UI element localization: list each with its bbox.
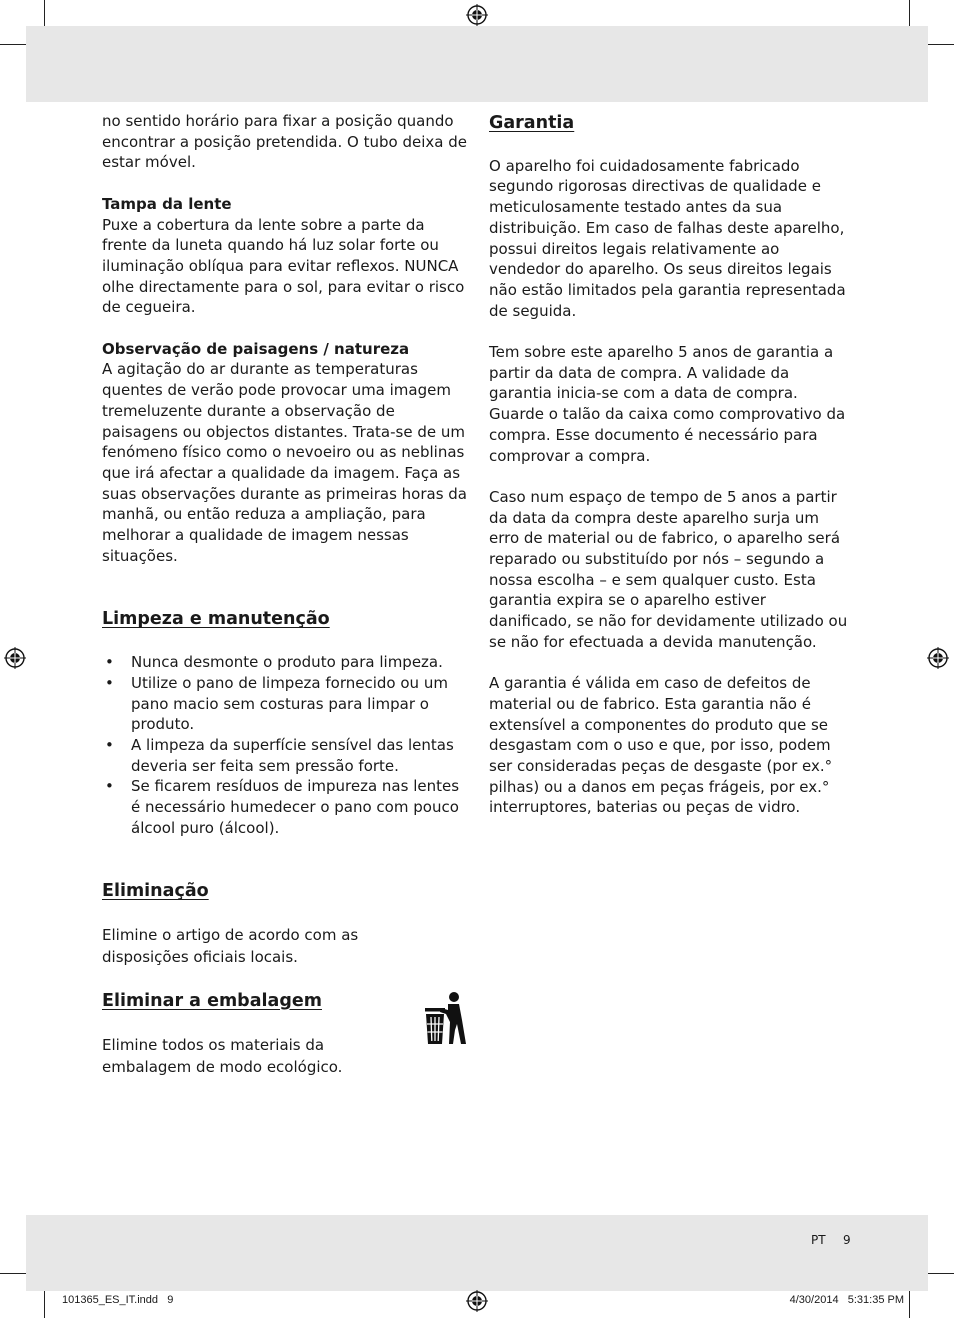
warranty-paragraph: A garantia é válida em caso de defeitos de material ou de fabrico. Esta garantia não é extensível a componentes do produto que se desgastam com o uso e que, por isso, podem ser consideradas peças de desgaste (por ex.° pilhas) ou a danos em peças frágeis, por ex.° interruptores, baterias ou peças de vidro.	[489, 674, 833, 817]
language-code: PT	[811, 1233, 826, 1247]
waste-bin-icon	[419, 990, 467, 1046]
list-item: • Se ficarem resíduos de impureza nas lentes é necessário humedecer o pano com pouco álcool puro (álcool).	[102, 776, 468, 838]
file-slug: 101365_ES_IT.indd 9	[62, 1294, 174, 1306]
warranty-paragraph: Caso num espaço de tempo de 5 anos a partir da data da compra deste aparelho surja um erro de material ou de fabrico, o aparelho será reparado ou substituído por nós – segundo a nossa escolha – e sem qualquer custo. Esta garantia expira se o aparelho estiver danificado, se não for devidamente utilizado ou se não for efectuada a devida manutenção.	[489, 487, 848, 651]
header-band	[26, 26, 928, 102]
footer-band	[26, 1215, 928, 1291]
crop-mark	[928, 44, 954, 45]
registration-mark-icon	[927, 647, 949, 669]
warranty-paragraph: Tem sobre este aparelho 5 anos de garantia a partir da data de compra. A validade da garantia inicia-se com a data de compra. Guarde o talão da caixa como comprovativo da compra. Esse documento é necessário para comprovar a compra.	[489, 343, 846, 465]
right-column	[489, 111, 851, 818]
warranty-paragraph: O aparelho foi cuidadosamente fabricado segundo rigorosas directivas de qualidade e meticulosamente testado antes da sua distribuição. Em caso de falhas deste aparelho, possui direitos legais relativamente ao vendedor do aparelho. Os seus direitos legais não estão limitados pela garantia representada de seguida.	[489, 156, 846, 320]
registration-mark-icon	[466, 4, 488, 26]
packaging-heading: Eliminar a embalagem	[102, 990, 322, 1011]
disposal-heading: Eliminação	[102, 881, 209, 902]
crop-mark	[928, 1273, 954, 1274]
crop-mark	[44, 1291, 45, 1318]
crop-mark	[909, 0, 910, 26]
left-column	[102, 111, 468, 1078]
list-item: • Utilize o pano de limpeza fornecido ou um pano macio sem costuras para limpar o produto.	[102, 673, 468, 735]
lens-cap-text: Puxe a cobertura da lente sobre a parte da frente da luneta quando há luz solar forte ou iluminação oblíqua para evitar reflexos. NUNCA olhe directamente para o sol, para evitar o risco de cegueira.	[102, 215, 465, 317]
lens-cap-heading: Tampa da lente	[102, 194, 232, 213]
list-item: • A limpeza da superfície sensível das lentas deveria ser feita sem pressão forte.	[102, 735, 468, 776]
disposal-text: Elimine o artigo de acordo com as disposições oficiais locais.	[102, 926, 359, 967]
page-number: 9	[843, 1233, 851, 1247]
registration-mark-icon	[4, 647, 26, 669]
crop-mark	[0, 1273, 26, 1274]
cleaning-heading: Limpeza e manutenção	[102, 609, 330, 630]
timestamp: 4/30/2014 5:31:35 PM	[789, 1294, 904, 1306]
landscape-text: A agitação do ar durante as temperaturas quentes de verão pode provocar uma imagem tremeluzente durante a observação de paisagens ou objectos distantes. Trata-se de um fenómeno físico como o nevoeiro ou as neblinas que irá afectar a qualidade da imagem. Faça as suas observações durante as primeiras horas da manhã, ou então reduza a ampliação, para melhorar a qualidade de imagem nessas situações.	[102, 360, 468, 565]
crop-mark	[0, 44, 26, 45]
packaging-text: Elimine todos os materiais da embalagem de modo ecológico.	[102, 1035, 343, 1076]
crop-mark	[44, 0, 45, 26]
warranty-heading: Garantia	[489, 113, 575, 133]
landscape-heading: Observação de paisagens / natureza	[102, 339, 410, 358]
list-item: • Nunca desmonte o produto para limpeza.	[102, 652, 468, 673]
cleaning-list	[102, 652, 468, 838]
intro-text: no sentido horário para fixar a posição quando encontrar a posição pretendida. O tubo deixa de estar móvel.	[102, 112, 467, 172]
registration-mark-icon	[466, 1290, 488, 1312]
crop-mark	[909, 1291, 910, 1318]
